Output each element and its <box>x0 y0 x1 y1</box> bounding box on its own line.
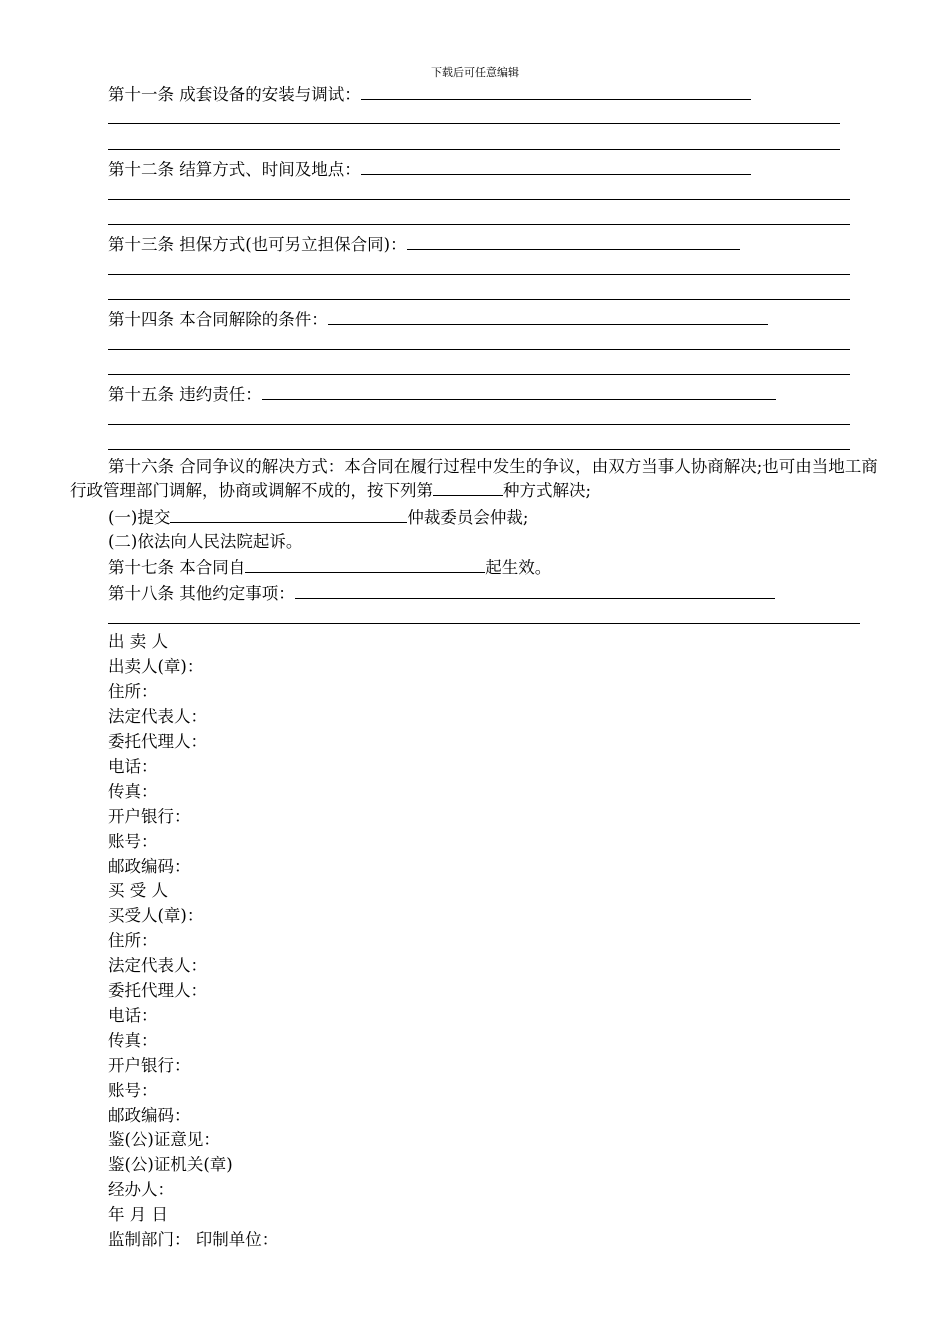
blank-line[interactable] <box>108 374 850 375</box>
notary-opinion: 鉴(公)证意见： <box>108 1130 220 1149</box>
option-1 <box>108 506 528 529</box>
article-14-blank[interactable] <box>328 308 768 325</box>
buyer-bank-field: 开户银行： <box>108 1056 191 1075</box>
notary-office: 鉴(公)证机关(章) <box>108 1155 233 1174</box>
blank-line[interactable] <box>108 424 850 425</box>
article-12-blank[interactable] <box>361 158 751 175</box>
buyer-address-field: 住所： <box>108 931 158 950</box>
date-field: 年 月 日 <box>108 1205 168 1224</box>
seller-fax-field: 传真： <box>108 782 158 801</box>
seller-title: 出 卖 人 <box>108 632 168 651</box>
article-17 <box>108 556 551 579</box>
article-18-blank[interactable] <box>295 582 775 599</box>
buyer-title: 买 受 人 <box>108 881 168 900</box>
article-18 <box>108 582 775 605</box>
article-13 <box>108 233 740 256</box>
buyer-account-field: 账号： <box>108 1081 158 1100</box>
article-16 <box>70 455 885 503</box>
option-1-suffix: 仲裁委员会仲裁; <box>407 508 529 527</box>
article-11 <box>108 83 751 106</box>
blank-line[interactable] <box>108 274 850 275</box>
handler-field: 经办人： <box>108 1180 174 1199</box>
article-11-blank[interactable] <box>361 83 751 100</box>
buyer-seal-field: 买受人(章)： <box>108 906 204 925</box>
effective-date-blank[interactable] <box>245 556 485 573</box>
article-12-label: 第十二条 结算方式、时间及地点： <box>108 160 361 179</box>
buyer-phone-field: 电话： <box>108 1006 158 1025</box>
article-14-label: 第十四条 本合同解除的条件： <box>108 310 328 329</box>
seller-postcode-field: 邮政编码： <box>108 857 191 876</box>
article-13-label: 第十三条 担保方式(也可另立担保合同)： <box>108 235 407 254</box>
article-15 <box>108 383 776 406</box>
blank-line[interactable] <box>108 449 850 450</box>
blank-line[interactable] <box>108 349 850 350</box>
blank-line[interactable] <box>108 623 860 624</box>
option-2: (二)依法向人民法院起诉。 <box>108 532 303 551</box>
arbitration-committee-blank[interactable] <box>170 506 407 523</box>
seller-address-field: 住所： <box>108 682 158 701</box>
seller-legal-rep-field: 法定代表人： <box>108 707 207 726</box>
seller-account-field: 账号： <box>108 832 158 851</box>
article-14 <box>108 308 768 331</box>
blank-line[interactable] <box>108 149 840 150</box>
buyer-legal-rep-field: 法定代表人： <box>108 956 207 975</box>
article-11-label: 第十一条 成套设备的安装与调试： <box>108 85 361 104</box>
blank-line[interactable] <box>108 199 850 200</box>
article-17-suffix: 起生效。 <box>485 558 552 577</box>
seller-agent-field: 委托代理人： <box>108 732 207 751</box>
blank-line[interactable] <box>108 224 850 225</box>
buyer-agent-field: 委托代理人： <box>108 981 207 1000</box>
seller-phone-field: 电话： <box>108 757 158 776</box>
seller-bank-field: 开户银行： <box>108 807 191 826</box>
buyer-postcode-field: 邮政编码： <box>108 1106 191 1125</box>
article-17-label: 第十七条 本合同自 <box>108 558 246 577</box>
blank-line[interactable] <box>108 123 840 124</box>
article-15-label: 第十五条 违约责任： <box>108 385 262 404</box>
buyer-fax-field: 传真： <box>108 1031 158 1050</box>
article-15-blank[interactable] <box>262 383 776 400</box>
article-16-text-end: 种方式解决; <box>503 481 592 500</box>
page-header-note: 下载后可任意编辑 <box>431 66 519 79</box>
article-16-blank[interactable] <box>433 479 503 496</box>
article-13-blank[interactable] <box>407 233 740 250</box>
supervision-line: 监制部门： 印制单位： <box>108 1230 279 1249</box>
article-12 <box>108 158 751 181</box>
blank-line[interactable] <box>108 299 850 300</box>
seller-seal-field: 出卖人(章)： <box>108 657 204 676</box>
article-16-text: 第十六条 合同争议的解决方式：本合同在履行过程中发生的争议，由双方当事人协商解决;也可由当地工商行政管理部门调解，协商或调解不成的，按下列第 <box>70 457 878 500</box>
option-1-label: (一)提交 <box>108 508 171 527</box>
article-18-label: 第十八条 其他约定事项： <box>108 584 295 603</box>
